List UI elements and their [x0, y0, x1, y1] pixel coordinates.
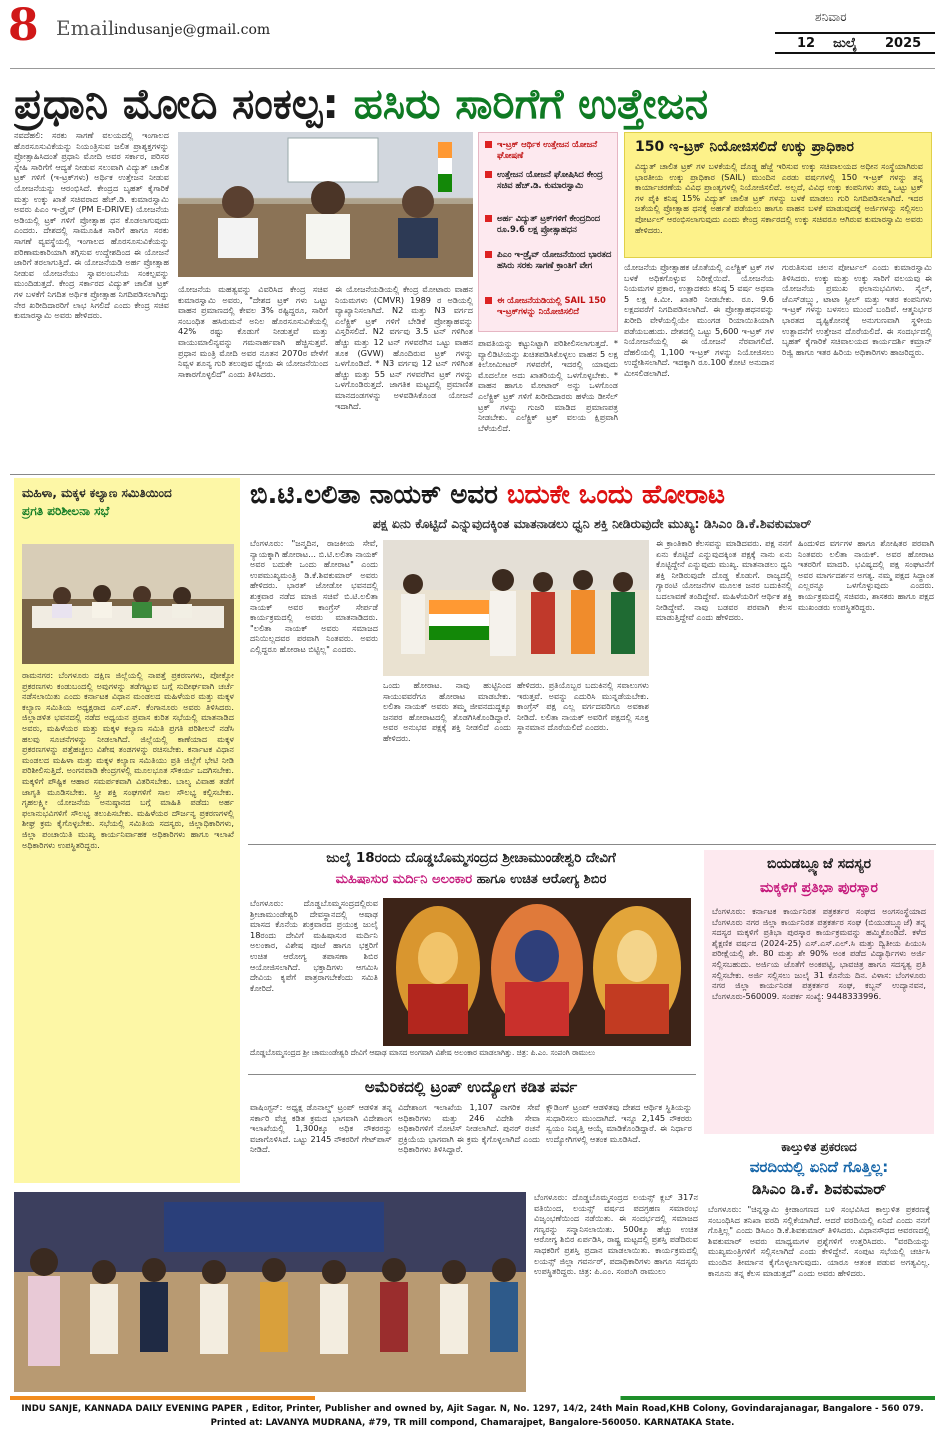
felicitation-illustration: [14, 1192, 526, 1392]
mahila-samiti-title: [22, 484, 234, 540]
meeting-illustration: [22, 544, 234, 664]
story1-column5: ಯೋಜನೆಯ ಪ್ರೋತ್ಸಾಹಕ ಜೊತೆಯಲ್ಲಿ ಎಲೆಕ್ಟ್ರಿಕ್ ಟ್ರಕ್ ಗಳ ಬಳಕೆ ಅಧಿಕಗೊಳ್ಳುವ ನಿರೀಕ್ಷೆಯಿದೆ. ಯೋಜನೆಯ ನಿಯಮಗಳ ಪ್ರಕಾರ, ಉತ್ಪಾದಕರು ಕನಿಷ್ಠ 5 ವರ್ಷ ಅಥವಾ 5 ಲಕ್ಷ ಕಿ.ಮೀ. ಖಾತರಿ ನೀಡಬೇಕು. ರೂ. 9.6 ಲಕ್ಷದವರೆಗೆ ನಿಗದಿಪಡಿಸಲಾಗಿದೆ. ಈ ಪ್ರೋತ್ಸಾಹಧನವನ್ನು ಖರೀದಿ ವೇಳೆಯಲ್ಲಿಯೇ ಮುಂಗಡ ರಿಯಾಯಿತಿಯಾಗಿ ಪಡೆಯಬಹುದು. ದೇಶದಲ್ಲಿ ಒಟ್ಟು 5,600 ಇ-ಟ್ರಕ್ ಗಳ ನಿಯೋಜನೆಯಲ್ಲಿ ಈ ಯೋಜನೆ ನೆರವಾಗಲಿದೆ. ದೆಹಲಿಯಲ್ಲಿ 1,100 ಇ-ಟ್ರಕ್ ಗಳನ್ನು ನಿಯೋಜಿಸಲು ಉದ್ದೇಶಿಸಲಾಗಿದೆ. ಇದಕ್ಕಾಗಿ ರೂ.100 ಕೋಟಿ ಅನುದಾನ ಮೀಸಲಿಡಲಾಗಿದೆ.: [624, 262, 774, 378]
temple-text: ಬೆಂಗಳೂರು: ದೊಡ್ಡಬೊಮ್ಮಸಂದ್ರದಲ್ಲಿರುವ ಶ್ರೀಚಾಮುಂಡೇಶ್ವರಿ ದೇವಸ್ಥಾನದಲ್ಲಿ ಆಷಾಢ ಮಾಸದ ಕೊನೆಯ ಶುಕ್ರವಾರದ ಪ್ರಯುಕ್ತ ಜುಲೈ 18ರಂದು ದೇವಿಗೆ ಮಹಿಷಾಸುರ ಮರ್ದಿನಿ ಅಲಂಕಾರ, ವಿಶೇಷ ಪೂಜೆ ಹಾಗೂ ಭಕ್ತರಿಗೆ ಉಚಿತ ಆರೋಗ್ಯ ತಪಾಸಣಾ ಶಿಬಿರ ಆಯೋಜಿಸಲಾಗಿದೆ. ಭಕ್ತಾದಿಗಳು ಆಗಮಿಸಿ ದೇವಿಯ ಕೃಪೆಗೆ ಪಾತ್ರರಾಗಬೇಕೆಂದು ಸಮಿತಿ ಕೋರಿದೆ.: [250, 898, 378, 993]
masthead-divider: [10, 68, 935, 69]
buwj-title: ಬಿಯಡಬ್ಲ್ಯೂಜೆ ಸದಸ್ಯರ: [767, 856, 871, 872]
sail-etruck-box: [624, 132, 932, 258]
mahila-samiti-story: [14, 478, 240, 1183]
lalitha-naik-column5: ಹಿಂದುಳಿದ ವರ್ಗಗಳ ಹಾಗೂ ಶೋಷಿತರ ಪರವಾಗಿ ನಿಂತವರು ಲಲಿತಾ ನಾಯಕ್. ಅವರ ಹೋರಾಟ ಇತರರಿಗೆ ಮಾದರಿ. ಭವಿಷ್ಯದಲ್ಲಿ ಪಕ್ಷ ಸಂಘಟನೆಗೆ ಅವರ ಮಾರ್ಗದರ್ಶನ ಅಗತ್ಯ. ನಮ್ಮ ಪಕ್ಷದ ಸಿದ್ಧಾಂತ ಎಲ್ಲರನ್ನೂ ಒಳಗೊಳ್ಳುವುದು ಎಂದರು. ಕಾರ್ಯಕ್ರಮದಲ್ಲಿ ಸಚಿವರು, ಶಾಸಕರು ಹಾಗೂ ಪಕ್ಷದ ಮುಖಂಡರು ಉಪಸ್ಥಿತರಿದ್ದರು.: [798, 538, 934, 612]
deity-illustration: [383, 898, 691, 1046]
email-label: Email: [56, 16, 115, 40]
highlight-text: ಅರ್ಹ ವಿದ್ಯುತ್ ಟ್ರಕ್‌ಗಳಿಗೆ ಕೇಂದ್ರದಿಂದ ರೂ.9.6 ಲಕ್ಷ ಪ್ರೋತ್ಸಾಹಧನ: [497, 213, 601, 234]
date-weekday: ಶನಿವಾರ: [815, 10, 847, 24]
temple-subheadline-pink: ಮಹಿಷಾಸುರ ಮರ್ದಿನಿ ಅಲಂಕಾರ: [335, 872, 473, 887]
date-month: ಜುಲೈ: [833, 36, 857, 51]
chamundeshwari-alankara-photo: [383, 898, 691, 1046]
buwj-subtitle: ಮಕ್ಕಳಿಗೆ ಪ್ರತಿಭಾ ಪುರಸ್ಕಾರ: [760, 880, 878, 896]
section-divider: [248, 844, 936, 845]
stampede-report-story: [704, 1140, 934, 1390]
lalitha-naik-congress-joining-photo: [383, 540, 649, 676]
highlight-item: [485, 169, 613, 190]
mahila-samiti-title-line2: ಪ್ರಗತಿ ಪರಿಶೀಲನಾ ಸಭೆ: [22, 504, 110, 518]
trump-layoff-column1: ವಾಷಿಂಗ್ಟನ್: ಅಧ್ಯಕ್ಷ ಡೊನಾಲ್ಡ್ ಟ್ರಂಪ್ ಆಡಳಿತ ತನ್ನ ಸರ್ಕಾರಿ ವೆಚ್ಚ ಕಡಿತ ಕ್ರಮದ ಭಾಗವಾಗಿ ವಿದೇಶಾಂಗ ಇಲಾಖೆಯಲ್ಲಿ 1,300ಕ್ಕೂ ಅಧಿಕ ನೌಕರರನ್ನು ವಜಾಗೊಳಿಸಿದೆ. ಒಟ್ಟು 2145 ನೌಕರರಿಗೆ ಗೇಟ್‌ಪಾಸ್ ನೀಡಿದೆ.: [250, 1102, 392, 1155]
footer-imprint-line1: INDU SANJE, KANNADA DAILY EVENING PAPER , Editor, Printer, Publisher and owned by, Ajit Sagar. N, No. 1297, 14/2, 24th Main Road,KHB Colony, Govindarajanagar, Bangalore - 560 079.: [21, 1404, 924, 1414]
bullet-icon: [485, 251, 492, 258]
section-divider: [10, 474, 935, 475]
lalitha-naik-headline-black: ಬಿ.ಟಿ.ಲಲಿತಾ ನಾಯಕ್ ಅವರ: [250, 480, 498, 510]
stampede-title-line2: ವರದಿಯಲ್ಲಿ ಏನಿದೆ ಗೊತ್ತಿಲ್ಲ:: [749, 1158, 889, 1176]
lalitha-naik-headline: [250, 478, 934, 512]
main-headline: [14, 76, 934, 132]
lalitha-naik-column1: ಬೆಂಗಳೂರು: "ಜನ್ಮದಿನ, ರಾಜಕೀಯ ಸೇವೆ, ನ್ಯಾಯಕ್ಕಾಗಿ ಹೋರಾಟ... ಬಿ.ಟಿ.ಲಲಿತಾ ನಾಯಕ್ ಅವರ ಬದುಕೇ ಒಂದು ಹೋರಾಟ" ಎಂದು ಉಪಮುಖ್ಯಮಂತ್ರಿ ಡಿ.ಕೆ.ಶಿವಕುಮಾರ್ ಅವರು ಹೇಳಿದರು. ಭಾರತ್ ಜೋಡೋ ಭವನದಲ್ಲಿ ಶುಕ್ರವಾರ ನಡೆದ ಮಾಜಿ ಸಚಿವೆ ಬಿ.ಟಿ.ಲಲಿತಾ ನಾಯಕ್ ಅವರ ಕಾಂಗ್ರೆಸ್ ಸೇರ್ಪಡೆ ಕಾರ್ಯಕ್ರಮದಲ್ಲಿ ಅವರು ಮಾತನಾಡಿದರು. "ಲಲಿತಾ ನಾಯಕ್ ಅವರು ಸಮಾಜದ ದನಿಯಿಲ್ಲದವರ ಪರವಾಗಿ ನಿಂತವರು. ಅವರು ಎಲ್ಲಿದ್ದರೂ ಹೋರಾಟ ಬಿಟ್ಟಿಲ್ಲ" ಎಂದರು.: [250, 538, 378, 654]
bullet-icon: [485, 215, 492, 222]
mahila-samiti-text: ರಾಮನಗರ: ಬೆಂಗಳೂರು ದಕ್ಷಿಣ ಜಿಲ್ಲೆಯಲ್ಲಿ ನಾಪತ್ತೆ ಪ್ರಕರಣಗಳು, ಪೋಕ್ಸೋ ಪ್ರಕರಣಗಳು ಕಂಡುಬಂದಲ್ಲಿ ಅವುಗಳನ್ನು ತಡೆಗಟ್ಟುವ ಬಗ್ಗೆ ಸುದೀರ್ಘವಾಗಿ ಚರ್ಚೆ ನಡೆಸಲಾಯಿತು ಎಂದು ಕರ್ನಾಟಕ ವಿಧಾನ ಮಂಡಲದ ಮಹಿಳೆಯರ ಮತ್ತು ಮಕ್ಕಳ ಕಲ್ಯಾಣ ಸಮಿತಿಯ ಅಧ್ಯಕ್ಷರಾದ ಎಸ್.ಎಸ್. ಕೆಂಗಾನೂರು ಅವರು ತಿಳಿಸಿದರು. ಜಿಲ್ಲಾಡಳಿತ ಭವನದಲ್ಲಿ ನಡೆದ ಅಧ್ಯಯನ ಪ್ರವಾಸ ಕುರಿತ ಸಭೆಯಲ್ಲಿ ಮಾತನಾಡಿದ ಅವರು, ಮಹಿಳೆಯರ ಮತ್ತು ಮಕ್ಕಳ ಕಲ್ಯಾಣ ಸಮಿತಿ ಪ್ರಗತಿ ಪರಿಶೀಲನೆ ನಡೆಸಿ ಹಲವು ಸೂಚನೆಗಳನ್ನು ನೀಡಲಾಗಿದೆ. ಜಿಲ್ಲೆಯಲ್ಲಿ ಕಾಣೆಯಾದ ಮಕ್ಕಳ ಪ್ರಕರಣಗಳನ್ನು ಪತ್ತೆಹಚ್ಚಲು ವಿಶೇಷ ತಂಡಗಳನ್ನು ರಚಿಸಬೇಕು. ಕರ್ನಾಟಕ ವಿಧಾನ ಮಂಡಲದ ಮಹಿಳಾ ಮತ್ತು ಮಕ್ಕಳ ಕಲ್ಯಾಣ ಸಮಿತಿಯು ಪ್ರತಿ ಜಿಲ್ಲೆಗೆ ಭೇಟಿ ನೀಡಿ ಪರಿಶೀಲಿಸುತ್ತಿದೆ. ಅಂಗನವಾಡಿ ಕೇಂದ್ರಗಳಲ್ಲಿ ಮೂಲಭೂತ ಸೌಕರ್ಯ ಒದಗಿಸಬೇಕು. ಮಕ್ಕಳಿಗೆ ಪೌಷ್ಟಿಕ ಆಹಾರ ಸಮರ್ಪಕವಾಗಿ ವಿತರಿಸಬೇಕು. ಬಾಲ್ಯ ವಿವಾಹ ತಡೆಗೆ ಜಾಗೃತಿ ಮೂಡಿಸಬೇಕು. ಸ್ತ್ರೀ ಶಕ್ತಿ ಸಂಘಗಳಿಗೆ ಸಾಲ ಸೌಲಭ್ಯ ಕಲ್ಪಿಸಬೇಕು. ಗೃಹಲಕ್ಷ್ಮೀ ಯೋಜನೆಯ ಅನುಷ್ಠಾನದ ಬಗ್ಗೆ ಮಾಹಿತಿ ಪಡೆದು ಅರ್ಹ ಫಲಾನುಭವಿಗಳಿಗೆ ಸೌಲಭ್ಯ ತಲುಪಿಸಬೇಕು. ಮಹಿಳೆಯರ ದೌರ್ಜನ್ಯ ಪ್ರಕರಣಗಳಲ್ಲಿ ಶೀಘ್ರ ಕ್ರಮ ಕೈಗೊಳ್ಳಬೇಕು. ಸಭೆಯಲ್ಲಿ ಸಮಿತಿಯ ಸದಸ್ಯರು, ಜಿಲ್ಲಾಧಿಕಾರಿಗಳು, ಜಿಲ್ಲಾ ಪಂಚಾಯಿತಿ ಮುಖ್ಯ ಕಾರ್ಯನಿರ್ವಾಹಕ ಅಧಿಕಾರಿಗಳು ಹಾಗೂ ಇಲಾಖೆ ಅಧಿಕಾರಿಗಳು ಉಪಸ್ಥಿತರಿದ್ದರು.: [22, 670, 234, 850]
sail-box-title: 150 ಇ-ಟ್ರಕ್ ನಿಯೋಜಿಸಲಿದೆ ಉಕ್ಕು ಪ್ರಾಧಿಕಾರ: [635, 139, 854, 155]
trump-layoff-column2: ವಿದೇಶಾಂಗ ಇಲಾಖೆಯ 1,107 ನಾಗರಿಕ ಸೇವೆ ಅಧಿಕಾರಿಗಳು ಮತ್ತು 246 ವಿದೇಶಿ ಸೇವಾ ಅಧಿಕಾರಿಗಳಿಗೆ ನೋಟಿಸ್ ನೀಡಲಾಗಿದೆ. ಪುನರ್ ರಚನೆ ಪ್ರಕ್ರಿಯೆಯ ಭಾಗವಾಗಿ ಈ ಕ್ರಮ ಕೈಗೊಳ್ಳಲಾಗಿದೆ ಎಂದು ಅಧಿಕಾರಿಗಳು ತಿಳಿಸಿದ್ದಾರೆ.: [398, 1102, 540, 1155]
stampede-text: ಬೆಂಗಳೂರು: "ಚಿನ್ನಸ್ವಾಮಿ ಕ್ರೀಡಾಂಗಣದ ಬಳಿ ಸಂಭವಿಸಿದ ಕಾಲ್ತುಳಿತ ಪ್ರಕರಣಕ್ಕೆ ಸಂಬಂಧಿಸಿದ ತನಿಖಾ ವರದಿ ಸಲ್ಲಿಕೆಯಾಗಿದೆ. ಆದರೆ ವರದಿಯಲ್ಲಿ ಏನಿದೆ ಎಂದು ನನಗೆ ಗೊತ್ತಿಲ್ಲ" ಎಂದು ಡಿಸಿಎಂ ಡಿ.ಕೆ.ಶಿವಕುಮಾರ್ ತಿಳಿಸಿದರು. ವಿಧಾನಸೌಧದ ಆವರಣದಲ್ಲಿ ಶಿವಕುಮಾರ್ ಅವರು ಮಾಧ್ಯಮಗಳ ಪ್ರಶ್ನೆಗಳಿಗೆ ಉತ್ತರಿಸಿದರು. "ವರದಿಯನ್ನು ಮುಖ್ಯಮಂತ್ರಿಗಳಿಗೆ ಸಲ್ಲಿಸಲಾಗಿದೆ ಎಂದು ಕೇಳಿದ್ದೇನೆ. ಸಂಪುಟ ಸಭೆಯಲ್ಲಿ ಚರ್ಚಿಸಿ ಮುಂದಿನ ತೀರ್ಮಾನ ಕೈಗೊಳ್ಳಲಾಗುವುದು. ಯಾರೂ ಆತಂಕ ಪಡುವ ಅಗತ್ಯವಿಲ್ಲ. ಕಾನೂನು ತನ್ನ ಕೆಲಸ ಮಾಡುತ್ತದೆ" ಎಂದು ಅವರು ಹೇಳಿದರು.: [708, 1204, 930, 1278]
bullet-icon: [485, 297, 492, 304]
bullet-icon: [485, 171, 492, 178]
story1-column3: ಈ ಯೋಜನೆಯಡಿಯಲ್ಲಿ ಕೇಂದ್ರ ಮೋಟಾರು ವಾಹನ ನಿಯಮಗಳು (CMVR) 1989 ರ ಅಡಿಯಲ್ಲಿ ವ್ಯಾಖ್ಯಾನಿಸಲಾಗಿದೆ. N2 ಮತ್ತು N3 ವರ್ಗದ ಎಲೆಕ್ಟ್ರಿಕ್ ಟ್ರಕ್ ಗಳಿಗೆ ಬೇಡಿಕೆ ಪ್ರೋತ್ಸಾಹವನ್ನು ವಿಸ್ತರಿಸಲಿದೆ. N2 ವರ್ಗವು 3.5 ಟನ್ ಗಳಿಗಿಂತ ಹೆಚ್ಚು ಮತ್ತು 12 ಟನ್ ಗಳವರೆಗಿನ ಒಟ್ಟು ವಾಹನ ತೂಕ (GVW) ಹೊಂದಿರುವ ಟ್ರಕ್ ಗಳನ್ನು ಒಳಗೊಂಡಿದೆ. * N3 ವರ್ಗವು 12 ಟನ್ ಗಳಿಗಿಂತ ಹೆಚ್ಚು ಮತ್ತು 55 ಟನ್ ಗಳವರೆಗಿನ ಟ್ರಕ್ ಗಳನ್ನು ಒಳಗೊಂಡಿರುತ್ತದೆ. ಜಾಗತಿಕ ಮಟ್ಟದಲ್ಲಿ ಪ್ರಮಾಣಿತ ಮಾನದಂಡಗಳನ್ನು ಅಳವಡಿಸಿಕೊಂಡ ಯೋಜನೆ ಇದಾಗಿದೆ.: [335, 284, 473, 411]
stampede-title-line1: ಕಾಲ್ತುಳಿತ ಪ್ರಕರಣದ: [781, 1140, 857, 1154]
footer-tricolor-rule: [10, 1396, 935, 1400]
buwj-award-box: [704, 850, 934, 1134]
e-truck-scheme-launch-photo: [178, 132, 473, 277]
highlights-box: [478, 132, 618, 332]
footer-imprint-line2: Printed at: LAVANYA MUDRANA, #79, TR mill compond, Chamarajpet, Bangalore-560050. KARNATAKA State.: [210, 1418, 735, 1428]
lions-club-felicitation-photo: [14, 1192, 526, 1392]
joining-illustration: [383, 540, 649, 676]
mahila-samiti-title-line1: ಮಹಿಳಾ, ಮಕ್ಕಳ ಕಲ್ಯಾಣ ಸಮಿತಿಯಿಂದ: [22, 486, 172, 500]
bullet-icon: [485, 141, 492, 148]
highlight-text: ಈ ಯೋಜನೆಯಡಿಯಲ್ಲಿ SAIL 150 ಇ-ಟ್ರಕ್‌ಗಳನ್ನು ನಿಯೋಜಿಸಲಿದೆ: [497, 295, 606, 316]
temple-photo-caption: ದೊಡ್ಡಬೊಮ್ಮಸಂದ್ರದ ಶ್ರೀ ಚಾಮುಂಡೇಶ್ವರಿ ದೇವಿಗೆ ಆಷಾಢ ಮಾಸದ ಅಂಗವಾಗಿ ವಿಶೇಷ ಅಲಂಕಾರ ಮಾಡಲಾಗಿತ್ತು. ಚಿತ್ರ: ಪಿ.ಎಂ. ಸಂಪಂಗಿ ರಾಮುಲು: [250, 1048, 596, 1057]
lalitha-naik-subheadline: ಪಕ್ಷ ಏನು ಕೊಟ್ಟಿದೆ ಎನ್ನುವುದಕ್ಕಿಂತ ಮಾತನಾಡಲು ಧ್ವನಿ ಶಕ್ತಿ ನೀಡಿರುವುದೇ ಮುಖ್ಯ: ಡಿಸಿಎಂ ಡಿ.ಕೆ.ಶಿವಕುಮಾರ್: [372, 516, 812, 531]
buwj-text: ಬೆಂಗಳೂರು: ಕರ್ನಾಟಕ ಕಾರ್ಯನಿರತ ಪತ್ರಕರ್ತರ ಸಂಘದ ಅಂಗಸಂಸ್ಥೆಯಾದ ಬೆಂಗಳೂರು ನಗರ ಜಿಲ್ಲಾ ಕಾರ್ಯನಿರತ ಪತ್ರಕರ್ತರ ಸಂಘ (ಬಿಯುಡಬ್ಲ್ಯೂಜೆ) ತನ್ನ ಸದಸ್ಯರ ಮಕ್ಕಳಿಗೆ ಪ್ರತಿಭಾ ಪುರಸ್ಕಾರ ಕಾರ್ಯಕ್ರಮವನ್ನು ಹಮ್ಮಿಕೊಂಡಿದೆ. ಕಳೆದ ಶೈಕ್ಷಣಿಕ ವರ್ಷದ (2024-25) ಎಸ್.ಎಸ್.ಎಲ್.ಸಿ ಮತ್ತು ದ್ವಿತೀಯ ಪಿಯುಸಿ ಪರೀಕ್ಷೆಯಲ್ಲಿ ಶೇ. 80 ಮತ್ತು ಶೇ 90% ಅಂಕ ಪಡೆದ ವಿದ್ಯಾರ್ಥಿಗಳು ಅರ್ಜಿ ಸಲ್ಲಿಸಬಹುದು. ಅರ್ಜಿಯ ಜೊತೆಗೆ ಅಂಕಪಟ್ಟಿ, ಭಾವಚಿತ್ರ ಹಾಗೂ ಸದಸ್ಯತ್ವ ಪ್ರತಿ ಸಲ್ಲಿಸಬೇಕು. ಅರ್ಜಿ ಸಲ್ಲಿಸಲು ಜುಲೈ 31 ಕೊನೆಯ ದಿನ. ವಿಳಾಸ: ಬೆಂಗಳೂರು ನಗರ ಜಿಲ್ಲಾ ಕಾರ್ಯನಿರತ ಪತ್ರಕರ್ತರ ಸಂಘ, ಕಬ್ಬನ್ ಉದ್ಯಾನವನ, ಬೆಂಗಳೂರು-560009. ಸಂಪರ್ಕ ಸಂಖ್ಯೆ: 9448333996.: [712, 906, 926, 1001]
sail-box-text: ವಿದ್ಯುತ್ ಚಾಲಿತ ಟ್ರಕ್ ಗಳ ಬಳಕೆಯಲ್ಲಿ ದೊಡ್ಡ ಹೆಜ್ಜೆ ಇರಿಸುವ ಉಕ್ಕು ಸಚಿವಾಲಯದ ಅಧೀನ ಸಂಸ್ಥೆಯಾಗಿರುವ ಭಾರತೀಯ ಉಕ್ಕು ಪ್ರಾಧಿಕಾರ (SAIL) ಮುಂದಿನ ಎರಡು ವರ್ಷಗಳಲ್ಲಿ 150 ಇ-ಟ್ರಕ್ ಗಳನ್ನು ತನ್ನ ಕಾರ್ಯಾಚರಣೆಯ ವಿವಿಧ ಪ್ರಾಂತ್ಯಗಳಲ್ಲಿ ನಿಯೋಜಿಸಲಿದೆ. ಅಲ್ಲದೆ, ವಿವಿಧ ಉಕ್ಕು ಕಂಪನಿಗಳು ತಮ್ಮ ಒಟ್ಟು ಟ್ರಕ್ ಗಳ ಪೈಕಿ ಕನಿಷ್ಠ 15% ವಿದ್ಯುತ್ ಚಾಲಿತ ಟ್ರಕ್ ಗಳನ್ನು ಬಳಕೆ ಮಾಡಲು ಗುರಿ ನಿಗದಿಪಡಿಸಲಾಗಿದೆ. ಇದರ ಜತೆಯಲ್ಲಿ ಪ್ರೋತ್ಸಾಹ ಧನಕ್ಕೆ ಅರ್ಹತೆ ಪಡೆಯಲು ಹಾಗೂ ವಾಹನ ಬಳಕೆ ಮಾಡುವುದಕ್ಕೆ ಅರ್ಜಿಗಳನ್ನು ಸಲ್ಲಿಸಲು ಪೋರ್ಟಲ್ ಆರಂಭಿಸಲಾಗುವುದು ಎಂದು ಕೇಂದ್ರ ಸರ್ಕಾರದಲ್ಲಿ ಉಕ್ಕು ಸಚಿವರೂ ಆಗಿರುವ ಕುಮಾರಸ್ವಾಮಿ ಅವರು ಹೇಳಿದರು.: [635, 161, 923, 235]
highlight-item: [485, 213, 613, 234]
trump-layoff-headline: ಅಮೆರಿಕದಲ್ಲಿ ಟ್ರಂಪ್ ಉದ್ಯೋಗ ಕಡಿತ ಪರ್ವ: [364, 1078, 578, 1096]
temple-subheadline: [250, 872, 692, 887]
lalitha-naik-column3: ಹೇಳಿದರು. ಪ್ರತಿಯೊಬ್ಬರ ಬದುಕಿನಲ್ಲಿ ಸವಾಲುಗಳು ಇರುತ್ತವೆ. ಅವನ್ನು ಎದುರಿಸಿ ಮುನ್ನಡೆಯಬೇಕು. ಕಾಂಗ್ರೆಸ್ ಪಕ್ಷ ಎಲ್ಲ ವರ್ಗದವರಿಗೂ ಅವಕಾಶ ನೀಡಿದೆ. ಲಲಿತಾ ನಾಯಕ್ ಅವರಿಗೆ ಪಕ್ಷದಲ್ಲಿ ಸೂಕ್ತ ಸ್ಥಾನಮಾನ ದೊರೆಯಲಿದೆ ಎಂದರು.: [517, 680, 649, 733]
stampede-title-line3: ಡಿಸಿಎಂ ಡಿ.ಕೆ. ಶಿವಕುಮಾರ್: [751, 1180, 887, 1198]
issue-date: [775, 10, 935, 60]
highlight-text: ಇ-ಟ್ರಕ್ ಆರ್ಥಿಕ ಉತ್ತೇಜನ ಯೋಜನೆ ಘೋಷಣೆ: [497, 139, 598, 160]
date-day: 12: [797, 36, 816, 51]
date-year: 2025: [885, 36, 922, 51]
highlight-item: [485, 139, 613, 160]
lalitha-naik-column4: ಈ ಕ್ರಾಂತಿಕಾರಿ ಕೆಲಸವನ್ನು ಮಾಡಿದವರು. ಪಕ್ಷ ನನಗೆ ಏನು ಕೊಟ್ಟಿದೆ ಎನ್ನುವುದಕ್ಕಿಂತ ಪಕ್ಷಕ್ಕೆ ನಾನು ಏನು ಕೊಟ್ಟಿದ್ದೇನೆ ಎನ್ನುವುದು ಮುಖ್ಯ. ಮಾತನಾಡಲು ಧ್ವನಿ ಶಕ್ತಿ ನೀಡಿರುವುದೇ ದೊಡ್ಡ ಕೊಡುಗೆ. ರಾಜ್ಯದಲ್ಲಿ ಗ್ಯಾರಂಟಿ ಯೋಜನೆಗಳ ಮೂಲಕ ಜನರ ಬದುಕಿನಲ್ಲಿ ಬದಲಾವಣೆ ತಂದಿದ್ದೇವೆ. ಮಹಿಳೆಯರಿಗೆ ಆರ್ಥಿಕ ಶಕ್ತಿ ನೀಡಿದ್ದೇವೆ. ನಾವು ಬಡವರ ಪರವಾಗಿ ಕೆಲಸ ಮಾಡುತ್ತಿದ್ದೇವೆ ಎಂದು ಹೇಳಿದರು.: [656, 538, 792, 623]
temple-subheadline-black: ಹಾಗೂ ಉಚಿತ ಆರೋಗ್ಯ ಶಿಬಿರ: [476, 872, 607, 887]
mahila-samiti-meeting-photo: [22, 544, 234, 664]
date-line: [775, 32, 935, 54]
page-number: 8: [8, 0, 39, 51]
story1-column4: ಪಾವತಿಯನ್ನು ಕಟ್ಟುನಿಟ್ಟಾಗಿ ಪರಿಶೀಲಿಸಲಾಗುತ್ತದೆ. * ವ್ಯಾಲಿಡಿಟಿಯನ್ನು ಖಚಿತಪಡಿಸಿಕೊಳ್ಳಲು ವಾಹನ 5 ಲಕ್ಷ ಕಿಲೋಮೀಟರ್ ಗಳವರೆಗೆ, ಇದರಲ್ಲಿ ಯಾವುದು ಮೊದಲೋ ಅದು ಖಾತರಿಯಲ್ಲಿ ಒಳಗೊಳ್ಳಬೇಕು. * ವಾಹನ ಹಾಗೂ ಮೋಟಾರ್ ಅನ್ನು ಒಳಗೊಂಡ ಎಲೆಕ್ಟ್ರಿಕ್ ಟ್ರಕ್ ಗಳಿಗೆ ಖರೀದಿದಾರರು ಹಳೆಯ ಡೀಸೆಲ್ ಟ್ರಕ್ ಗಳನ್ನು ಗುಜರಿ ಮಾಡಿದ ಪ್ರಮಾಣಪತ್ರ ನೀಡಬೇಕು. ಎಲೆಕ್ಟ್ರಿಕ್ ಟ್ರಕ್ ವಲಯ ಕ್ಷಿಪ್ರವಾಗಿ ಬೆಳೆಯಲಿದೆ.: [478, 338, 618, 433]
headline-part2: ಹಸಿರು ಸಾರಿಗೆಗೆ ಉತ್ತೇಜನ: [353, 79, 709, 128]
story1-column2: ಯೋಜನೆಯ ಮಹತ್ವವನ್ನು ವಿವರಿಸಿದ ಕೇಂದ್ರ ಸಚಿವ ಕುಮಾರಸ್ವಾಮಿ ಅವರು, "ದೇಶದ ಟ್ರಕ್ ಗಳು ಒಟ್ಟು ವಾಹನ ಪ್ರಮಾಣದಲ್ಲಿ ಕೇವಲ 3% ರಷ್ಟಿದ್ದರೂ, ಸಾರಿಗೆ ಸಂಬಂಧಿತ ಹಸಿರುಮನೆ ಅನಿಲ ಹೊರಸೂಸುವಿಕೆಯಲ್ಲಿ 42% ರಷ್ಟು ಕೊಡುಗೆ ನೀಡುತ್ತವೆ ಮತ್ತು ವಾಯುಮಾಲಿನ್ಯವನ್ನು ಗಮನಾರ್ಹವಾಗಿ ಹೆಚ್ಚಿಸುತ್ತವೆ. ಪ್ರಧಾನ ಮಂತ್ರಿ ಮೋದಿ ಅವರ ನೂತನ 2070ರ ವೇಳೆಗೆ ನಿವ್ವಳ ಶೂನ್ಯ ಗುರಿ ತಲುಪುವ ಧ್ಯೇಯ ಈ ಯೋಜನೆಯಿಂದ ಸಾಕಾರಗೊಳ್ಳಲಿದೆ" ಎಂದು ತಿಳಿಸಿದರು.: [178, 284, 328, 379]
lalitha-naik-headline-red: ಬದುಕೇ ಒಂದು ಹೋರಾಟ: [506, 480, 726, 510]
highlight-item: [485, 295, 613, 316]
highlight-text: ಪಿಎಂ ಇ-ಡ್ರೈವ್ ಯೋಜನೆಯಿಂದ ಭಾರತದ ಹಸಿರು ಸರಕು ಸಾಗಣೆ ಕ್ರಾಂತಿಗೆ ವೇಗ: [497, 249, 612, 270]
email-address[interactable]: indusanje@gmail.com: [114, 22, 271, 38]
highlight-item: [485, 249, 613, 270]
temple-headline: ಜುಲೈ 18ರಂದು ದೊಡ್ಡಬೊಮ್ಮಸಂದ್ರದ ಶ್ರೀಚಾಮುಂಡೇಶ್ವರಿ ದೇವಿಗೆ: [326, 850, 616, 866]
story1-column6: ಗುರುತಿಸುವ ಚಲನ ಪೋರ್ಟಲ್ ಎಂದು ಕುಮಾರಸ್ವಾಮಿ ತಿಳಿಸಿದರು. ಉಕ್ಕು ಮತ್ತು ಉಕ್ಕು ಸಾರಿಗೆ ವಲಯವು ಈ ಯೋಜನೆಯ ಪ್ರಮುಖ ಫಲಾನುಭವಿಗಳು. ಸೈಲ್, ಜೆಎಸ್‌ಡಬ್ಲ್ಯು, ಟಾಟಾ ಸ್ಟೀಲ್ ಮತ್ತು ಇತರ ಕಂಪನಿಗಳು ಇ-ಟ್ರಕ್ ಗಳನ್ನು ಬಳಸಲು ಮುಂದೆ ಬಂದಿವೆ. ಆತ್ಮನಿರ್ಭರ ಭಾರತದ ದೃಷ್ಟಿಕೋನಕ್ಕೆ ಅನುಗುಣವಾಗಿ ಸ್ಥಳೀಯ ಉತ್ಪಾದನೆಗೆ ಉತ್ತೇಜನ ದೊರೆಯಲಿದೆ. ಈ ಸಂದರ್ಭದಲ್ಲಿ ಬೃಹತ್ ಕೈಗಾರಿಕೆ ಸಚಿವಾಲಯದ ಕಾರ್ಯದರ್ಶಿ ಕಮ್ರಾನ್ ರಿಜ್ವಿ ಹಾಗೂ ಇತರ ಹಿರಿಯ ಅಧಿಕಾರಿಗಳು ಹಾಜರಿದ್ದರು.: [782, 262, 932, 357]
highlight-text: ಉತ್ತೇಜನ ಯೋಜನೆ ಘೋಷಿಸಿದ ಕೇಂದ್ರ ಸಚಿವ ಹೆಚ್.ಡಿ. ಕುಮಾರಸ್ವಾಮಿ: [497, 169, 603, 190]
lions-club-text: ಬೆಂಗಳೂರು: ದೊಡ್ಡಬೊಮ್ಮಸಂದ್ರದ ಲಯನ್ಸ್ ಕ್ಲಬ್ 317ನ ವತಿಯಿಂದ, ಲಯನ್ಸ್ ವರ್ಷದ ಪದಗ್ರಹಣ ಸಮಾರಂಭ ವಿಜೃಂಭಣೆಯಿಂದ ನಡೆಯಿತು. ಈ ಸಂದರ್ಭದಲ್ಲಿ ಸಮಾಜದ ಗಣ್ಯರನ್ನು ಸನ್ಮಾನಿಸಲಾಯಿತು. 500ಕ್ಕೂ ಹೆಚ್ಚು ಉಚಿತ ಆರೋಗ್ಯ ಶಿಬಿರ ಏರ್ಪಡಿಸಿ, ರಾಷ್ಟ್ರ ಮಟ್ಟದಲ್ಲಿ ಪ್ರಶಸ್ತಿ ಪಡೆದಿರುವ ಸಾಧಕರಿಗೆ ಪ್ರಶಸ್ತಿ ಪ್ರದಾನ ಮಾಡಲಾಯಿತು. ಕಾರ್ಯಕ್ರಮದಲ್ಲಿ ಲಯನ್ಸ್ ಜಿಲ್ಲಾ ಗವರ್ನರ್, ಪದಾಧಿಕಾರಿಗಳು ಹಾಗೂ ಸದಸ್ಯರು ಉಪಸ್ಥಿತರಿದ್ದರು. ಚಿತ್ರ: ಪಿ.ಎಂ. ಸಂಪಂಗಿ ರಾಮುಲು: [534, 1192, 698, 1277]
section-divider: [248, 1074, 696, 1075]
story1-column1: ನವದೆಹಲಿ: ಸರಕು ಸಾಗಣೆ ವಲಯದಲ್ಲಿ ಇಂಗಾಲದ ಹೊರಸೂಸುವಿಕೆಯನ್ನು ನಿಯಂತ್ರಿಸುವ ಜಲಿತ ಪ್ರಾಶ್ಯಕ್ತಗಳನ್ನು ಪ್ರೋತ್ಸಾಹಿಸಿದಂತೆ ಪ್ರಧಾನಿ ಮೋದಿ ಅವರ ಸರ್ಕಾರ, ಪರಿಸರ ಸ್ನೇಹಿ ಸಾರಿಗೆಗೆ ಆದ್ಯತೆ ನೀಡುವ ಸಲುವಾಗಿ ವಿದ್ಯುತ್ ಚಾಲಿತ ಟ್ರಕ್ ಗಳಿಗೆ (ಇ-ಟ್ರಕ್‌ಗಳು) ಅರ್ಥಿಕ ಉತ್ತೇಜನ ನೀಡುವ ಯೋಜನೆಯನ್ನು ಆರಂಭಿಸಿದೆ. ಕೇಂದ್ರದ ಬೃಹತ್ ಕೈಗಾರಿಕೆ ಮತ್ತು ಉಕ್ಕು ಖಾತೆ ಸಚಿವರಾದ ಹೆಚ್.ಡಿ. ಕುಮಾರಸ್ವಾಮಿ ಅವರು ಪಿಎಂ ಇ-ಡ್ರೈವ್ (PM E-DRIVE) ಯೋಜನೆಯ ಅಡಿಯಲ್ಲಿ ಟ್ರಕ್ ಗಳಿಗೆ ಪ್ರೋತ್ಸಾಹ ಧನ ಕೊಡಲಾಗುವುದು ಎಂದರು. ದೇಶದಲ್ಲಿ ಸಾಮೂಹಿಕ ಸಾರಿಗೆ ಹಾಗೂ ಸರಕು ಸಾಗಣೆ ವ್ಯವಸ್ಥೆಯಲ್ಲಿ ಇಂಗಾಲದ ಹೊರಸೂಸುವಿಕೆಯನ್ನು ಪರಿಣಾಮಕಾರಿಯಾಗಿ ತಗ್ಗಿಸುವ ಉದ್ದೇಶದಿಂದ ಈ ಯೋಜನೆ ಜಾರಿಗೆ ತರಲಾಗುತ್ತಿದೆ. ಈ ಯೋಜನೆಯಡಿ ಅರ್ಹ ಪ್ರೋತ್ಸಾಹ ನೀಡುವ ಯೋಜನೆಯು ಸ್ವಾವಲಂಬನೆಯ ಸಂಕಲ್ಪವನ್ನು ಮುಂದಿಡುತ್ತದೆ. ಕೇಂದ್ರ ಸರ್ಕಾರದ ವಿದ್ಯುತ್ ಚಾಲಿತ ಟ್ರಕ್ ಗಳ ಬಳಕೆಗೆ ನಿಗದಿತ ಅರ್ಥಿಕ ಪ್ರೋತ್ಸಾಹ ನಿಗದಿಪಡಿಸಲಾಗಿದ್ದು ನೇರ ಖರೀದಿದಾರರಿಗೆ ಲಾಭ ಸಿಗಲಿದೆ ಎಂದು ಕೇಂದ್ರ ಸಚಿವ ಕುಮಾರಸ್ವಾಮಿ ಅವರು ಹೇಳಿದರು.: [14, 130, 169, 321]
lalitha-naik-column2: ಒಂದು ಹೋರಾಟ. ನಾವು ಹುಟ್ಟಿನಿಂದ ಸಾಯುವವರೆಗೂ ಹೋರಾಟ ಮಾಡಬೇಕು. ಲಲಿತಾ ನಾಯಕ್ ಅವರು ತಮ್ಮ ಜೀವನದುದ್ದಕ್ಕೂ ಜನಪರ ಹೋರಾಟದಲ್ಲಿ ತೊಡಗಿಸಿಕೊಂಡಿದ್ದಾರೆ. ಅವರ ಅನುಭವ ಪಕ್ಷಕ್ಕೆ ಶಕ್ತಿ ನೀಡಲಿದೆ ಎಂದು ಹೇಳಿದರು.: [383, 680, 511, 743]
conference-illustration: [178, 132, 473, 277]
trump-layoff-column3: ಕ್ಲೌಡಿಂಗ್ ಟ್ರಂಪ್ ಆಡಳಿತವು ದೇಶದ ಆರ್ಥಿಕ ಸ್ಥಿತಿಯನ್ನು ಸುಧಾರಿಸಲು ಮುಂದಾಗಿದೆ. ಇನ್ನೂ 2,145 ನೌಕರರು ಸ್ವಯಂ ನಿವೃತ್ತಿ ಆಯ್ಕೆ ಮಾಡಿಕೊಂಡಿದ್ದಾರೆ. ಈ ನಿರ್ಧಾರ ಉದ್ಯೋಗಿಗಳಲ್ಲಿ ಆತಂಕ ಮೂಡಿಸಿದೆ.: [546, 1102, 692, 1144]
headline-part1: ಪ್ರಧಾನಿ ಮೋದಿ ಸಂಕಲ್ಪ:: [14, 79, 340, 128]
